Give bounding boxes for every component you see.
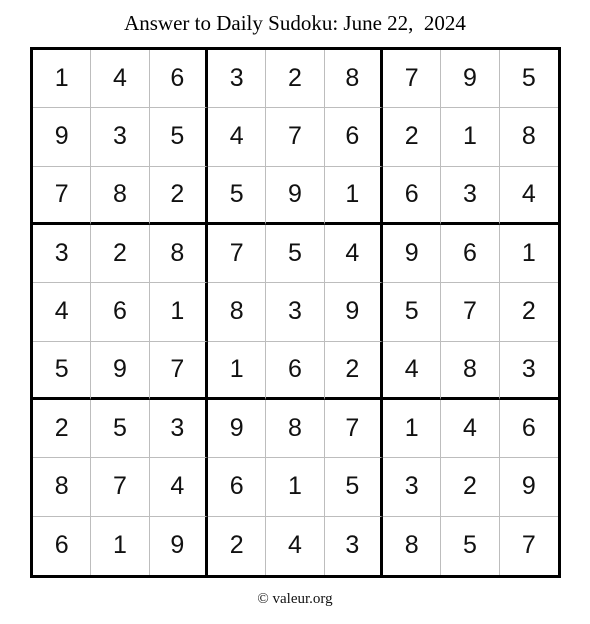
sudoku-cell: 6 <box>266 342 324 400</box>
sudoku-cell: 4 <box>441 400 499 458</box>
sudoku-cell: 5 <box>33 342 91 400</box>
sudoku-cell: 2 <box>33 400 91 458</box>
sudoku-cell: 7 <box>150 342 208 400</box>
copyright-footer: © valeur.org <box>257 591 333 607</box>
sudoku-cell: 8 <box>325 50 383 108</box>
sudoku-cell: 1 <box>325 167 383 225</box>
sudoku-cell: 9 <box>91 342 149 400</box>
sudoku-cell: 1 <box>150 283 208 341</box>
sudoku-cell: 9 <box>266 167 324 225</box>
sudoku-cell: 7 <box>441 283 499 341</box>
sudoku-cell: 8 <box>266 400 324 458</box>
sudoku-cell: 6 <box>150 50 208 108</box>
sudoku-cell: 2 <box>266 50 324 108</box>
sudoku-cell: 3 <box>383 458 441 516</box>
sudoku-cell: 4 <box>91 50 149 108</box>
sudoku-cell: 8 <box>150 225 208 283</box>
sudoku-cell: 1 <box>33 50 91 108</box>
sudoku-cell: 5 <box>150 108 208 166</box>
sudoku-cell: 6 <box>33 517 91 575</box>
sudoku-grid <box>30 47 561 578</box>
sudoku-cell: 8 <box>500 108 558 166</box>
sudoku-cell: 9 <box>33 108 91 166</box>
sudoku-cell: 6 <box>500 400 558 458</box>
sudoku-cell: 9 <box>150 517 208 575</box>
sudoku-cell: 6 <box>91 283 149 341</box>
sudoku-cell: 2 <box>91 225 149 283</box>
sudoku-cell: 9 <box>325 283 383 341</box>
sudoku-cell: 4 <box>383 342 441 400</box>
sudoku-cell: 1 <box>383 400 441 458</box>
sudoku-cell: 5 <box>208 167 266 225</box>
sudoku-cell: 4 <box>33 283 91 341</box>
sudoku-cell: 6 <box>441 225 499 283</box>
sudoku-cell: 2 <box>383 108 441 166</box>
sudoku-cell: 4 <box>325 225 383 283</box>
sudoku-cell: 7 <box>521 531 536 560</box>
sudoku-cell: 2 <box>325 342 383 400</box>
sudoku-cell: 8 <box>441 342 499 400</box>
sudoku-cell: 3 <box>500 342 558 400</box>
sudoku-cell: 3 <box>150 400 208 458</box>
sudoku-cell: 5 <box>500 50 558 108</box>
sudoku-cell: 9 <box>208 400 266 458</box>
sudoku-cell: 3 <box>325 517 383 575</box>
sudoku-cell: 1 <box>500 225 558 283</box>
sudoku-cell: 4 <box>208 108 266 166</box>
sudoku-cell: 4 <box>500 167 558 225</box>
sudoku-cell: 7 <box>208 225 266 283</box>
sudoku-cell: 8 <box>208 283 266 341</box>
sudoku-cell: 6 <box>325 108 383 166</box>
sudoku-cell: 4 <box>266 517 324 575</box>
sudoku-cell: 9 <box>441 50 499 108</box>
sudoku-cell: 9 <box>383 225 441 283</box>
sudoku-cell: 3 <box>33 225 91 283</box>
sudoku-cell: 5 <box>91 400 149 458</box>
sudoku-cell: 5 <box>441 517 499 575</box>
sudoku-cell: 4 <box>150 458 208 516</box>
page-title: Answer to Daily Sudoku: June 22, 2024 <box>124 11 466 35</box>
sudoku-cell: 1 <box>91 517 149 575</box>
sudoku-cell: 1 <box>441 108 499 166</box>
sudoku-cell: 8 <box>383 517 441 575</box>
sudoku-cell: 5 <box>325 458 383 516</box>
sudoku-cell: 6 <box>383 167 441 225</box>
sudoku-cell: 7 <box>383 50 441 108</box>
sudoku-cell: 7 <box>91 458 149 516</box>
sudoku-cell: 5 <box>266 225 324 283</box>
sudoku-cell: 8 <box>33 458 91 516</box>
sudoku-cell: 1 <box>266 458 324 516</box>
sudoku-cell: 9 <box>500 458 558 516</box>
sudoku-cell: 7 <box>266 108 324 166</box>
sudoku-cell: 2 <box>441 458 499 516</box>
sudoku-cell: 3 <box>441 167 499 225</box>
sudoku-cell: 2 <box>208 517 266 575</box>
sudoku-cell: 2 <box>150 167 208 225</box>
sudoku-cell: 2 <box>500 283 558 341</box>
sudoku-cell: 3 <box>266 283 324 341</box>
sudoku-cell: 3 <box>208 50 266 108</box>
sudoku-cell: 5 <box>383 283 441 341</box>
sudoku-cell: 7 <box>33 167 91 225</box>
sudoku-cell: 8 <box>91 167 149 225</box>
sudoku-cell: 1 <box>208 342 266 400</box>
sudoku-cell: 3 <box>91 108 149 166</box>
sudoku-cell: 7 <box>325 400 383 458</box>
sudoku-cell: 6 <box>208 458 266 516</box>
